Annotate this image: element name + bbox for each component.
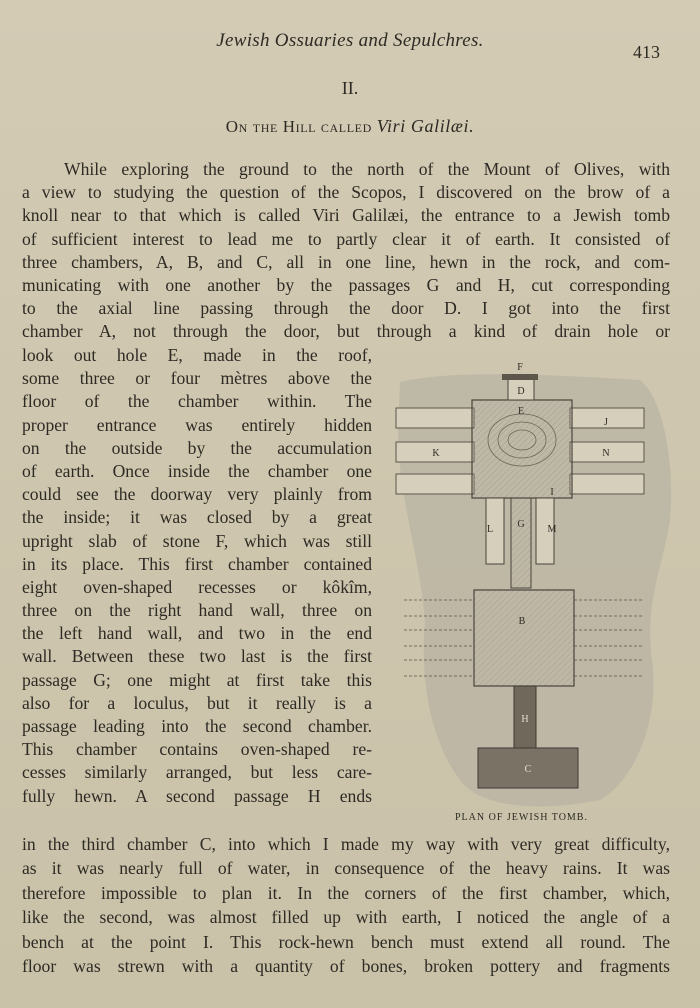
paragraph-line: of sufficient interest to lead me to partly clear it of earth. It consisted of xyxy=(22,228,670,249)
column-line: passage G; one might at first take this xyxy=(22,669,372,690)
section-title xyxy=(0,116,700,137)
column-line: wall. Between these two last is the first xyxy=(22,646,372,667)
column-line: three on the right hand wall, three on xyxy=(22,600,372,621)
paragraph-bottom xyxy=(22,832,670,978)
column-line: could see the doorway very plainly from xyxy=(22,484,372,505)
section-title-italic: Viri Galilæi. xyxy=(376,116,475,136)
bottom-line: like the second, was almost filled up with earth, I noticed the angle of a xyxy=(22,907,670,928)
label-f: F xyxy=(517,362,523,373)
column-line: the inside; it was closed by a great xyxy=(22,507,372,528)
label-l: L xyxy=(486,524,494,535)
bottom-line: as it was nearly full of water, in consequence of the heavy rains. It was xyxy=(22,858,670,879)
column-line: upright slab of stone F, which was still xyxy=(22,530,372,551)
bottom-line: bench at the point I. This rock-hewn bench must extend all round. The xyxy=(22,931,670,952)
column-line: also for a loculus, but it really is a xyxy=(22,692,372,713)
label-m: M xyxy=(547,524,557,535)
stone-slab-f xyxy=(502,374,538,380)
paragraph-line: a view to studying the question of the Scopos, I discovered on the brow of a xyxy=(22,182,670,203)
label-i: I xyxy=(550,487,554,498)
label-j: J xyxy=(604,417,608,428)
paragraph-line: While exploring the ground to the north of the Mount of Olives, with xyxy=(64,159,670,179)
column-line: This chamber contains oven-shaped re- xyxy=(22,739,372,760)
column-line: the left hand wall, and two in the end xyxy=(22,623,372,644)
paragraph-line: to the axial line passing through the door D. I got into the first xyxy=(22,298,670,319)
paragraph-line: municating with one another by the passages G and H, cut corresponding xyxy=(22,274,670,295)
column-line: of earth. Once inside the chamber one xyxy=(22,460,372,481)
bottom-line: in the third chamber C, into which I made my way with very great difficulty, xyxy=(22,834,670,854)
label-c: C xyxy=(524,764,532,775)
column-line: proper entrance was entirely hidden xyxy=(22,414,372,435)
label-e: E xyxy=(517,406,525,417)
chamber-b xyxy=(474,590,574,686)
column-line: eight oven-shaped recesses or kôkîm, xyxy=(22,576,372,597)
page-number: 413 xyxy=(633,42,660,62)
bottom-line: floor was strewn with a quantity of bones, broken pottery and fragments xyxy=(22,955,670,976)
label-d: D xyxy=(517,386,525,397)
section-number: II. xyxy=(341,78,359,98)
column-line: floor of the chamber within. The xyxy=(22,391,372,412)
column-line: in its place. This first chamber contained xyxy=(22,553,372,574)
bottom-line: therefore impossible to plan it. In the corners of the first chamber, which, xyxy=(22,882,670,903)
paragraph-line: three chambers, A, B, and C, all in one line, hewn in the rock, and com- xyxy=(22,251,670,272)
tomb-plan-figure xyxy=(390,360,680,820)
paragraph-full-width xyxy=(22,158,670,344)
running-title: Jewish Ossuaries and Sepulchres. xyxy=(216,30,484,51)
passage-g xyxy=(511,498,531,588)
column-line: on the outside by the accumulation xyxy=(22,437,372,458)
column-line: some three or four mètres above the xyxy=(22,368,372,389)
section-title-prefix: On the Hill called xyxy=(225,117,372,136)
text-column-left-of-figure xyxy=(22,344,372,808)
label-n: N xyxy=(602,448,610,459)
label-k: K xyxy=(432,448,440,459)
column-line: cesses similarly arranged, but less care- xyxy=(22,762,372,783)
label-g: G xyxy=(517,519,525,530)
label-b: B xyxy=(518,616,526,627)
column-line: look out hole E, made in the roof, xyxy=(22,345,372,365)
figure-caption: PLAN OF JEWISH TOMB. xyxy=(455,812,588,823)
paragraph-line: chamber A, not through the door, but through a kind of drain hole or xyxy=(22,321,670,342)
label-h: H xyxy=(521,714,529,725)
column-line: fully hewn. A second passage H ends xyxy=(22,785,372,806)
paragraph-line: knoll near to that which is called Viri Galilæi, the entrance to a Jewish tomb xyxy=(22,205,670,226)
column-line: passage leading into the second chamber. xyxy=(22,716,372,736)
